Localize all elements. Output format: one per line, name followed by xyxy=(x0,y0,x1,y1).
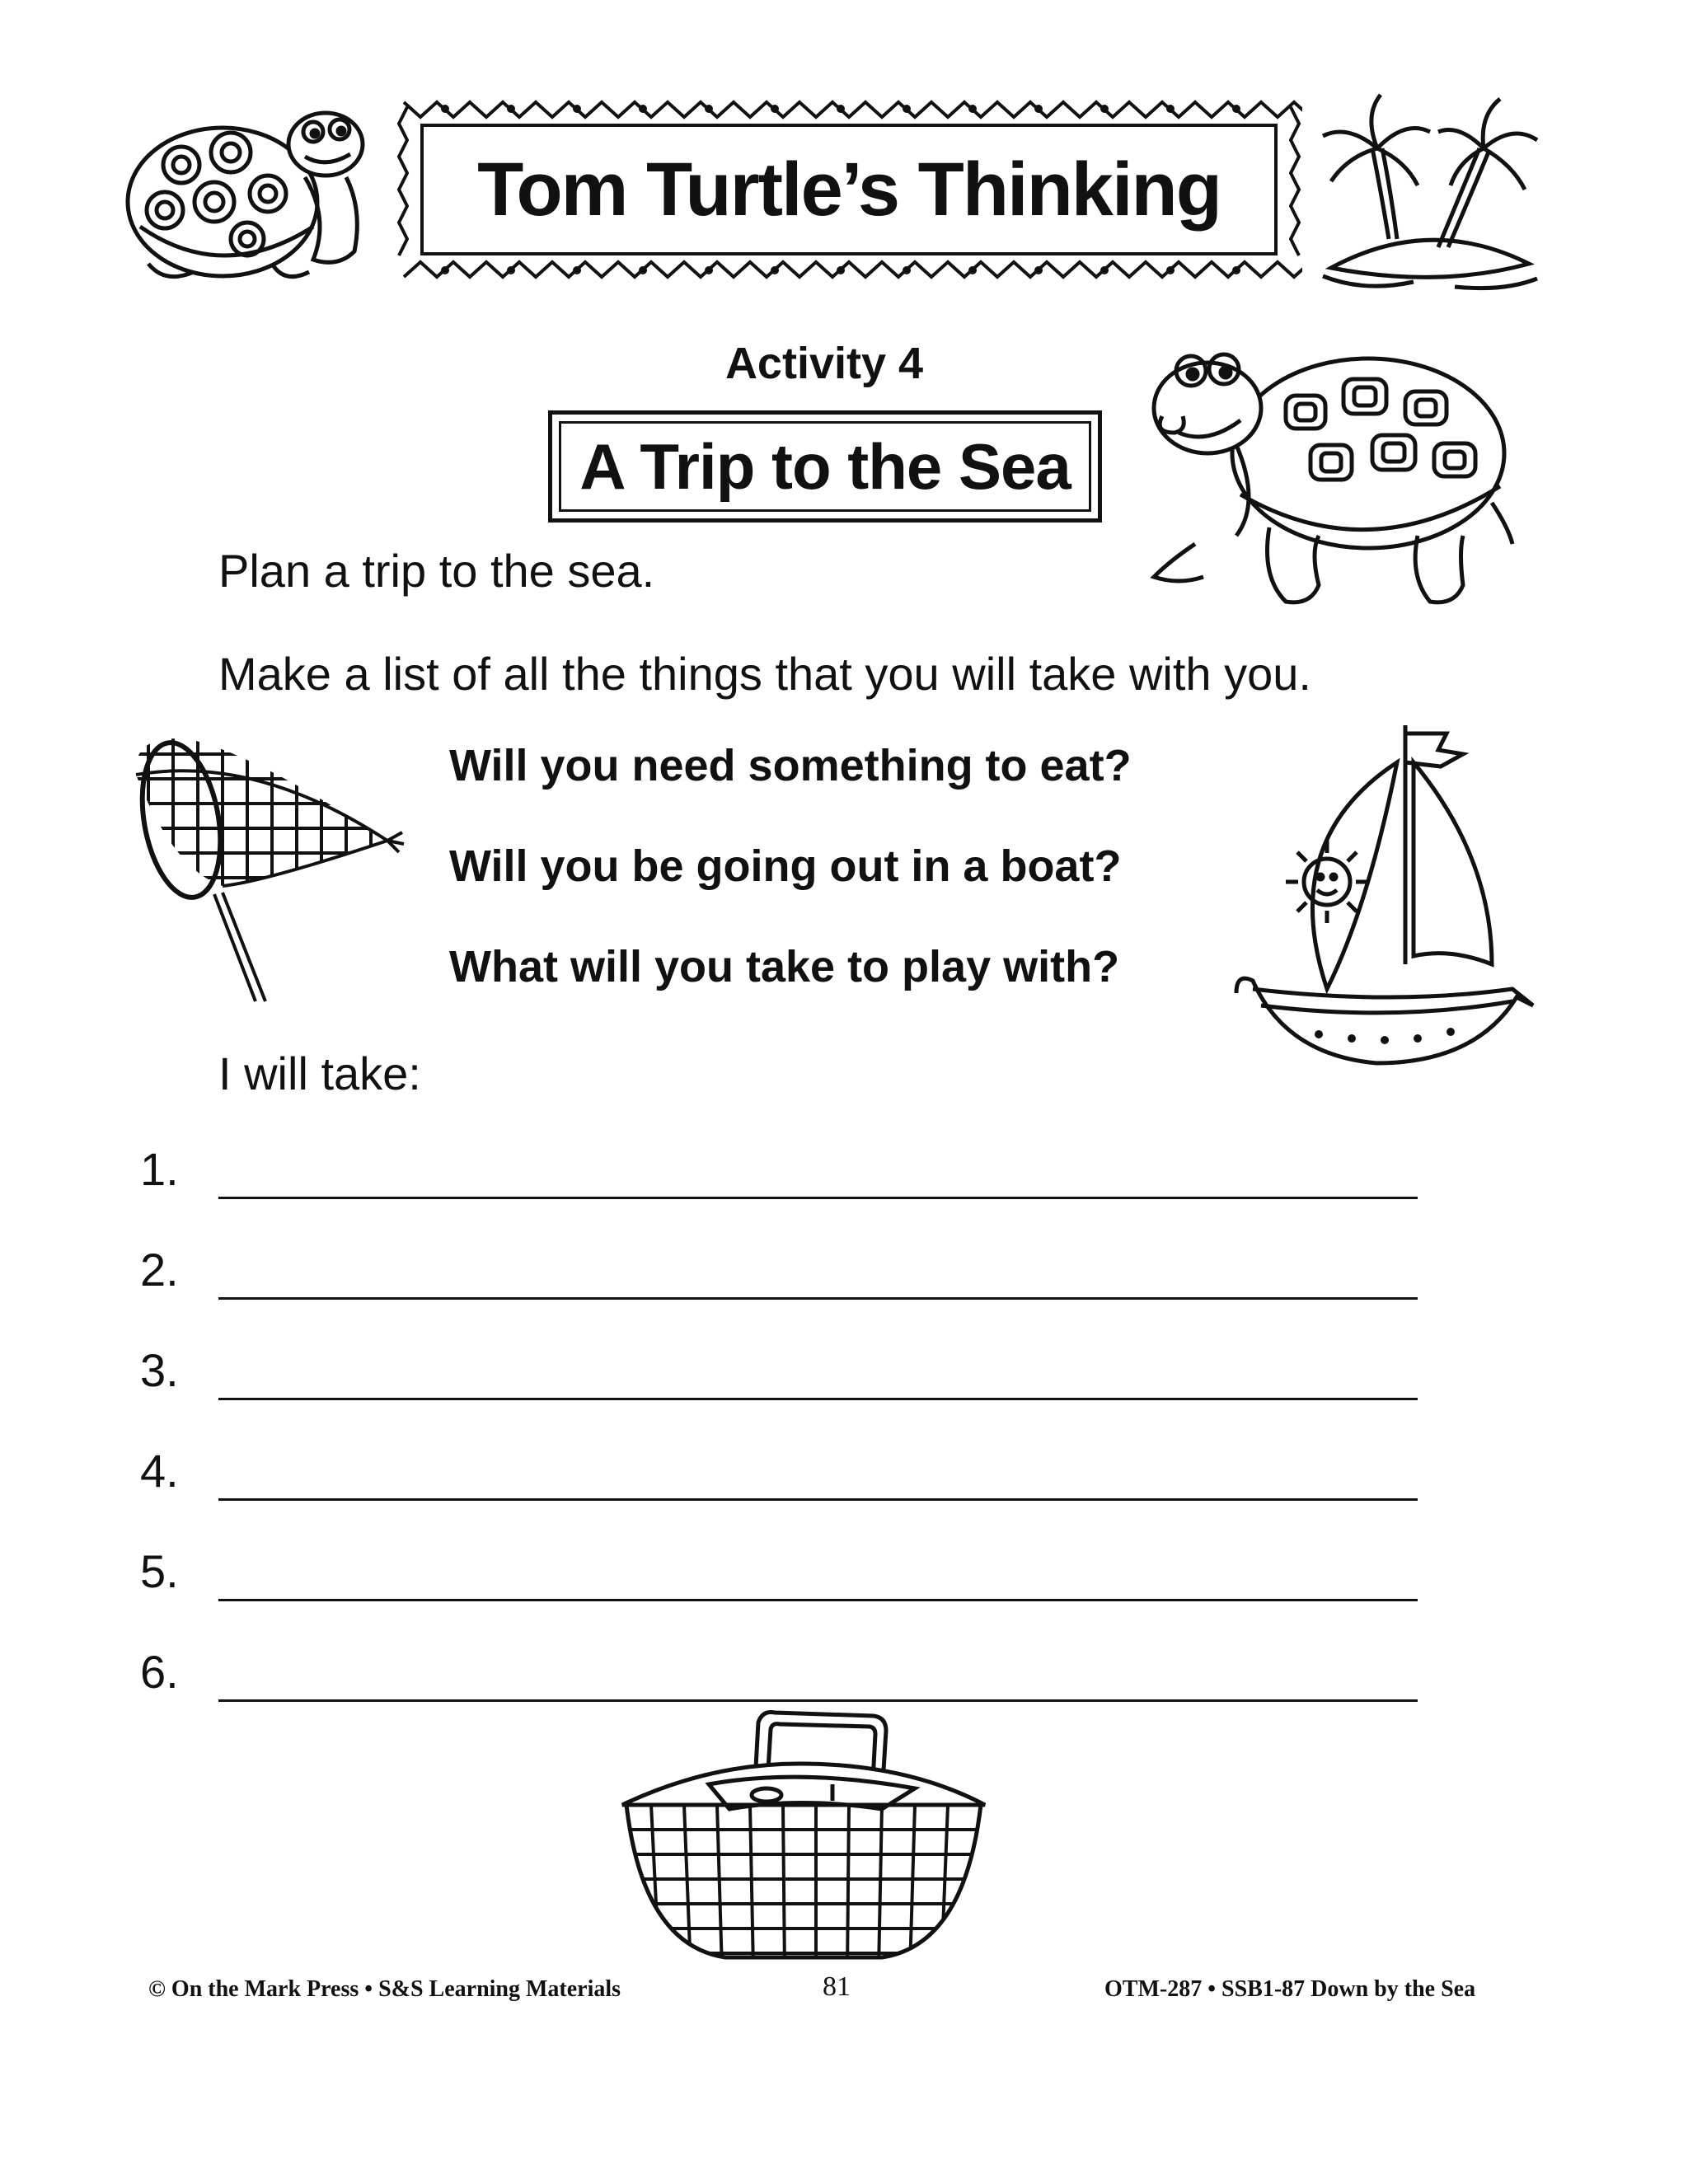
list-number: 6. xyxy=(140,1646,179,1698)
palm-island-clipart-icon xyxy=(1315,91,1545,297)
question-1: Will you need something to eat? xyxy=(449,741,1132,790)
list-number: 5. xyxy=(140,1545,179,1597)
list-item xyxy=(140,1234,1426,1300)
list-item xyxy=(140,1535,1426,1601)
answer-line-2[interactable] xyxy=(218,1297,1418,1300)
answer-line-3[interactable] xyxy=(218,1398,1418,1400)
page-number: 81 xyxy=(823,1971,851,2002)
footer-product-code: OTM-287 • SSB1-87 Down by the Sea xyxy=(1104,1976,1476,2002)
picnic-basket-clipart-icon xyxy=(610,1706,997,1970)
list-item xyxy=(140,1334,1426,1400)
fishing-net-clipart-icon xyxy=(124,729,437,1010)
answer-line-5[interactable] xyxy=(218,1599,1418,1601)
instruction-2: Make a list of all the things that you will take with you. xyxy=(218,648,1311,700)
list-number: 1. xyxy=(140,1143,179,1195)
list-number: 4. xyxy=(140,1445,179,1497)
list-item xyxy=(140,1133,1426,1199)
list-number: 2. xyxy=(140,1244,179,1296)
turtle-clipart-icon xyxy=(115,87,379,293)
answer-line-6[interactable] xyxy=(218,1699,1418,1702)
instruction-1: Plan a trip to the sea. xyxy=(218,545,655,597)
sailboat-clipart-icon xyxy=(1228,717,1541,1088)
activity-title-box xyxy=(548,410,1102,523)
list-number: 3. xyxy=(140,1344,179,1396)
question-2: Will you be going out in a boat? xyxy=(449,841,1122,891)
question-3: What will you take to play with? xyxy=(449,942,1120,991)
footer-copyright: © On the Mark Press • S&S Learning Materials xyxy=(148,1976,621,2002)
answer-prompt: I will take: xyxy=(218,1047,421,1099)
list-item xyxy=(140,1636,1426,1702)
header-banner xyxy=(396,91,1302,288)
answer-line-1[interactable] xyxy=(218,1197,1418,1199)
activity-label: Activity 4 xyxy=(724,339,924,388)
list-item xyxy=(140,1435,1426,1501)
page-title: Tom Turtle’s Thinking xyxy=(477,147,1221,232)
answer-line-4[interactable] xyxy=(218,1498,1418,1501)
turtle-walking-clipart-icon xyxy=(1146,338,1517,618)
activity-title: A Trip to the Sea xyxy=(579,429,1071,503)
